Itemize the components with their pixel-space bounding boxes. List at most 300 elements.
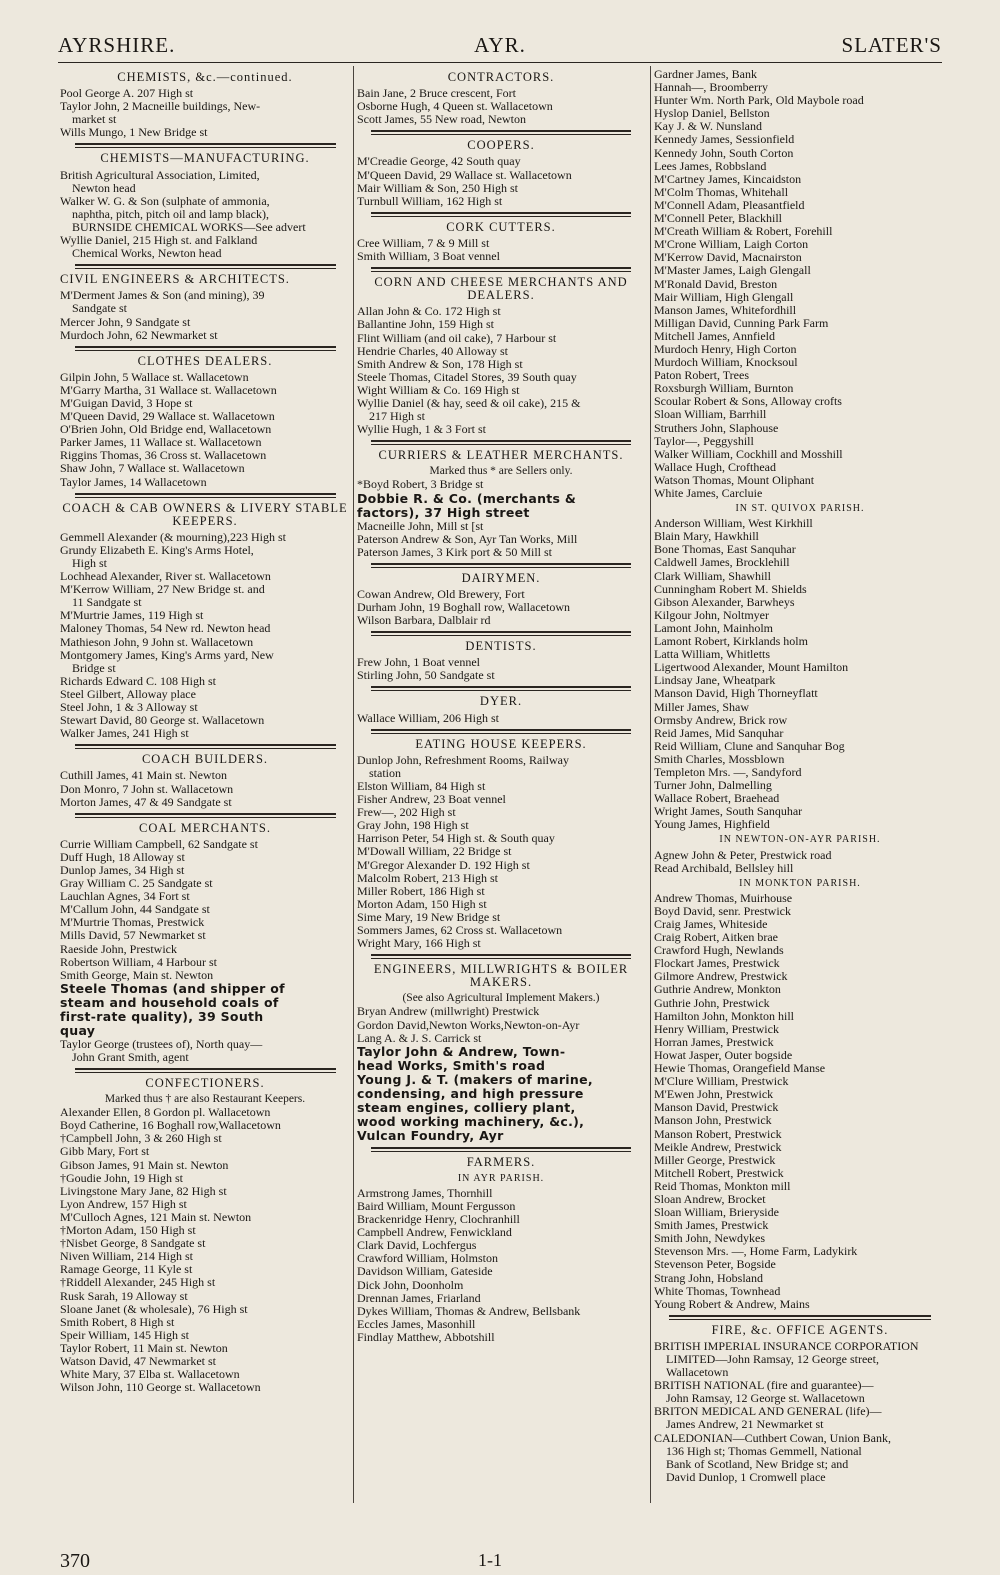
directory-entry: †Goudie John, 19 High st: [60, 1170, 183, 1185]
directory-entry: M'Ewen John, Prestwick: [654, 1087, 774, 1102]
directory-entry: Craig James, Whiteside: [654, 917, 768, 931]
directory-entry: Lyon Andrew, 157 High st: [60, 1196, 187, 1211]
directory-entry: M'Kerrow William, 27 New Bridge st. and: [60, 582, 265, 597]
directory-entry: Kilgour John, Noltmyer: [654, 607, 769, 622]
directory-entry: Guthrie Andrew, Monkton: [654, 982, 781, 997]
directory-entry: 136 High st; Thomas Gemmell, National: [666, 1443, 862, 1458]
section-heading: CURRIERS & LEATHER MERCHANTS.: [378, 448, 624, 463]
section-rule: [371, 686, 630, 691]
directory-entry: Anderson William, West Kirkhill: [654, 516, 813, 531]
signature-mark: 1-1: [478, 1550, 502, 1570]
section-heading: DENTISTS.: [465, 639, 537, 654]
directory-entry: Templeton Mrs. —, Sandyford: [654, 764, 802, 779]
directory-entry: Stevenson Mrs. —, Home Farm, Ladykirk: [654, 1244, 858, 1259]
directory-entry: Wyllie Daniel, 215 High st. and Falkland: [60, 233, 258, 248]
directory-entry: Walker William, Cockhill and Mosshill: [654, 446, 843, 461]
advertised-entry: quay: [60, 1022, 96, 1038]
section-heading: CORK CUTTERS.: [446, 219, 556, 234]
directory-entry: Dick John, Doonholm: [357, 1277, 464, 1292]
directory-entry: Reid William, Clune and Sanquhar Bog: [654, 738, 845, 753]
directory-entry: Young Robert & Andrew, Mains: [654, 1296, 810, 1311]
directory-entry: †Morton Adam, 150 High st: [60, 1223, 196, 1238]
directory-entry: Allan John & Co. 172 High st: [357, 304, 501, 319]
directory-entry: Turner John, Dalmelling: [654, 778, 772, 793]
directory-entry: Wills Mungo, 1 New Bridge st: [60, 125, 208, 140]
section-heading: ENGINEERS, MILLWRIGHTS & BOILER MAKERS.: [373, 962, 629, 990]
directory-entry: market st: [72, 112, 117, 127]
directory-entry: Findlay Matthew, Abbotshill: [357, 1329, 495, 1344]
directory-entry: Wallacetown: [666, 1365, 729, 1380]
section-heading: CONFECTIONERS.: [145, 1076, 265, 1090]
directory-entry: Clark David, Lochfergus: [357, 1238, 477, 1253]
directory-section: [357, 631, 645, 682]
directory-entry: Henry William, Prestwick: [654, 1021, 779, 1036]
parish-subheading: IN AYR PARISH.: [457, 1172, 545, 1184]
section-heading: CHEMISTS—MANUFACTURING.: [100, 151, 310, 166]
section-heading: CLOTHES DEALERS.: [137, 353, 273, 368]
directory-entry: Read Archibald, Bellsley hill: [654, 860, 794, 875]
directory-entry: Currie William Campbell, 62 Sandgate st: [60, 836, 258, 851]
directory-entry: Gray William C. 25 Sandgate st: [60, 876, 213, 891]
directory-entry: Taylor—, Peggyshill: [654, 433, 754, 448]
directory-entry: James Andrew, 21 Newmarket st: [666, 1417, 824, 1432]
page-number: 370: [60, 1550, 90, 1572]
header-rule: [58, 62, 942, 63]
directory-entry: Howat Jasper, Outer bogside: [654, 1047, 793, 1062]
directory-entry: Ballantine John, 159 High st: [357, 317, 494, 332]
directory-entry: M'Murtrie Thomas, Prestwick: [60, 915, 205, 930]
advertised-entry: Taylor John & Andrew, Town-: [357, 1043, 566, 1059]
directory-entry: Lochhead Alexander, River st. Wallacetown: [60, 569, 271, 584]
parish-subheading: IN MONKTON PARISH.: [739, 877, 861, 889]
directory-entry: Reid Thomas, Monkton mill: [654, 1178, 791, 1193]
directory-entry: Mitchell Robert, Prestwick: [654, 1165, 784, 1180]
directory-entry: Watson Thomas, Mount Oliphant: [654, 472, 815, 487]
directory-entry: Struthers John, Slaphouse: [654, 420, 779, 435]
directory-entry: Wyllie Hugh, 1 & 3 Fort st: [357, 422, 486, 437]
section-note: (See also Agricultural Implement Makers.): [402, 992, 600, 1005]
directory-section: [357, 440, 645, 559]
section-rule: [371, 267, 630, 272]
directory-entry: M'Connell Peter, Blackhill: [654, 211, 782, 226]
directory-entry: Steele Thomas, Citadel Stores, 39 South quay: [357, 369, 577, 384]
section-heading: CONTRACTORS.: [447, 70, 555, 84]
directory-entry: Armstrong James, Thornhill: [357, 1185, 493, 1200]
section-rule: [371, 440, 630, 445]
directory-entry: M'Master James, Laigh Glengall: [654, 263, 811, 278]
directory-entry: *Boyd Robert, 3 Bridge st: [357, 477, 484, 492]
directory-section: [357, 563, 645, 627]
directory-entry: Cree William, 7 & 9 Mill st: [357, 235, 490, 250]
directory-entry: Smith George, Main st. Newton: [60, 967, 214, 982]
directory-entry: 11 Sandgate st: [72, 595, 142, 610]
directory-entry: Hamilton John, Monkton hill: [654, 1008, 795, 1023]
directory-entry: Blain Mary, Hawkhill: [654, 529, 759, 544]
directory-entry: Hunter Wm. North Park, Old Maybole road: [654, 93, 864, 108]
section-rule: [371, 130, 630, 135]
directory-entry: John Ramsay, 12 George st. Wallacetown: [666, 1391, 865, 1406]
section-rule: [75, 813, 336, 818]
directory-entry: Manson David, High Thorneyflatt: [654, 686, 818, 701]
parish-subheading: IN NEWTON-ON-AYR PARISH.: [719, 834, 881, 846]
section-heading: COACH & CAB OWNERS & LIVERY STABLE KEEPERS.: [62, 500, 348, 528]
directory-entry: Kay J. & W. Nunsland: [654, 119, 762, 134]
directory-entry: CALEDONIAN—Cuthbert Cowan, Union Bank,: [654, 1430, 891, 1445]
directory-entry: LIMITED—John Ramsay, 12 George street,: [666, 1352, 879, 1366]
directory-entry: M'Kerrow David, Macnairston: [654, 250, 802, 265]
directory-entry: Drennan James, Friarland: [357, 1290, 481, 1305]
section-heading: COAL MERCHANTS.: [139, 820, 271, 835]
directory-entry: Harrison Peter, 54 High st. & South quay: [357, 831, 555, 846]
directory-entry: Wilson John, 110 George st. Wallacetown: [60, 1380, 261, 1395]
section-rule: [669, 1315, 932, 1320]
directory-entry: Strang John, Hobsland: [654, 1270, 763, 1285]
section-heading: CIVIL ENGINEERS & ARCHITECTS.: [60, 272, 290, 287]
directory-entry: Bank of Scotland, New Bridge st; and: [666, 1456, 849, 1471]
directory-entry: Stevenson Peter, Bogside: [654, 1257, 776, 1272]
directory-entry: BRITISH IMPERIAL INSURANCE CORPORATION: [654, 1338, 919, 1353]
directory-entry: Crawford William, Holmston: [357, 1251, 498, 1266]
directory-entry: †Campbell John, 3 & 260 High st: [60, 1131, 222, 1146]
directory-entry: Sommers James, 62 Cross st. Wallacetown: [357, 922, 563, 937]
directory-entry: Murdoch John, 62 Newmarket st: [60, 327, 218, 342]
directory-entry: Chemical Works, Newton head: [72, 246, 222, 261]
directory-entry: Mercer John, 9 Sandgate st: [60, 314, 191, 329]
directory-entry: Osborne Hugh, 4 Queen st. Wallacetown: [357, 99, 553, 114]
directory-entry: Lamont Robert, Kirklands holm: [654, 634, 808, 649]
advertised-entry: head Works, Smith's road: [357, 1057, 546, 1073]
directory-entry: M'Garry Martha, 31 Wallace st. Wallacetown: [60, 382, 277, 397]
directory-entry: M'Murtrie James, 119 High st: [60, 608, 204, 623]
directory-entry: Montgomery James, King's Arms yard, New: [60, 647, 274, 662]
section-heading: DAIRYMEN.: [461, 570, 541, 585]
directory-entry: Manson James, Whitefordhill: [654, 302, 797, 317]
directory-entry: Paterson James, 3 Kirk port & 50 Mill st: [357, 544, 552, 559]
directory-entry: Cowan Andrew, Old Brewery, Fort: [357, 586, 525, 601]
section-rule: [75, 744, 336, 749]
directory-section: [60, 143, 350, 260]
directory-entry: BRITON MEDICAL AND GENERAL (life)—: [654, 1404, 882, 1419]
directory-section: [357, 212, 645, 263]
directory-section: [357, 686, 645, 724]
directory-entry: Lauchlan Agnes, 34 Fort st: [60, 889, 190, 904]
directory-entry: BURNSIDE CHEMICAL WORKS—See advert: [72, 219, 306, 234]
directory-entry: Gardner James, Bank: [654, 67, 757, 81]
section-rule: [371, 1147, 630, 1152]
directory-entry: M'Queen David, 29 Wallace st. Wallacetown: [60, 409, 275, 424]
directory-entry: Richards Edward C. 108 High st: [60, 673, 216, 688]
directory-entry: Manson Robert, Prestwick: [654, 1126, 782, 1141]
advertised-entry: wood working machinery, &c.),: [357, 1113, 585, 1129]
directory-entry: Taylor Robert, 11 Main st. Newton: [60, 1340, 228, 1355]
directory-entry: Brackenridge Henry, Clochranhill: [357, 1212, 520, 1227]
directory-entry: Smith William, 3 Boat vennel: [357, 249, 500, 264]
directory-entry: Cunningham Robert M. Shields: [654, 581, 807, 596]
directory-entry: Lamont John, Mainholm: [654, 620, 773, 635]
directory-entry: Bryan Andrew (millwright) Prestwick: [357, 1004, 540, 1019]
page-header: [58, 33, 942, 61]
directory-entry: Clark William, Shawhill: [654, 568, 771, 583]
directory-entry: Latta William, Whitletts: [654, 647, 771, 662]
directory-entry: Bridge st: [72, 660, 116, 675]
directory-entry: Roxsburgh William, Burnton: [654, 381, 794, 396]
section-rule: [75, 264, 336, 269]
directory-entry: Gibson James, 91 Main st. Newton: [60, 1157, 229, 1172]
directory-entry: Smith John, Newdykes: [654, 1231, 765, 1246]
directory-entry: M'Creath William & Robert, Forehill: [654, 224, 833, 239]
directory-entry: Walker W. G. & Son (sulphate of ammonia,: [60, 193, 270, 208]
directory-entry: Mair William & Son, 250 High st: [357, 180, 518, 195]
directory-entry: Murdoch Henry, High Corton: [654, 341, 797, 356]
directory-entry: M'Gregor Alexander D. 192 High st: [357, 857, 530, 872]
directory-entry: Duff Hugh, 18 Alloway st: [60, 849, 185, 864]
section-rule: [75, 493, 336, 498]
directory-entry: Taylor John, 2 Macneille buildings, New-: [60, 99, 261, 114]
directory-entry: Hyslop Daniel, Bellston: [654, 106, 770, 121]
directory-entry: White James, Carcluie: [654, 486, 763, 500]
directory-entry: Lees James, Robbsland: [654, 158, 767, 173]
directory-entry: M'Crone William, Laigh Corton: [654, 237, 809, 252]
advertised-entry: first-rate quality), 39 South: [60, 1008, 264, 1024]
directory-entry: Murdoch William, Knocksoul: [654, 355, 798, 370]
directory-section: [654, 877, 946, 1311]
directory-entry: Raeside John, Prestwick: [60, 941, 177, 956]
directory-entry: Frew—, 202 High st: [357, 805, 456, 820]
directory-entry: Elston William, 84 High st: [357, 778, 486, 793]
section-heading: CHEMISTS, &c.—continued.: [117, 70, 293, 84]
directory-section: [60, 1068, 350, 1394]
directory-entry: Sloan William, Barrhill: [654, 407, 767, 422]
directory-entry: Wallace William, 206 High st: [357, 710, 499, 725]
directory-section: [654, 833, 946, 874]
directory-entry: Bain Jane, 2 Bruce crescent, Fort: [357, 86, 516, 101]
directory-entry: Frew John, 1 Boat vennel: [357, 655, 480, 670]
directory-entry: Maloney Thomas, 54 New rd. Newton head: [60, 621, 271, 636]
directory-entry: Lindsay Jane, Wheatpark: [654, 673, 776, 688]
directory-entry: Paton Robert, Trees: [654, 368, 750, 383]
directory-entry: Gilmore Andrew, Prestwick: [654, 969, 788, 984]
directory-entry: Dunlop James, 34 High st: [60, 862, 185, 877]
directory-entry: British Agricultural Association, Limited,: [60, 167, 260, 182]
directory-entry: Boyd David, senr. Prestwick: [654, 903, 791, 918]
directory-section: [357, 1147, 645, 1344]
section-rule: [371, 563, 630, 568]
directory-entry: O'Brien John, Old Bridge end, Wallacetown: [60, 422, 272, 437]
section-rule: [371, 729, 630, 734]
directory-entry: White Mary, 37 Elba st. Wallacetown: [60, 1367, 240, 1382]
directory-entry: Alexander Ellen, 8 Gordon pl. Wallacetown: [60, 1105, 271, 1120]
directory-entry: M'Callum John, 44 Sandgate st: [60, 902, 210, 917]
section-note: Marked thus † are also Restaurant Keepers.: [104, 1093, 306, 1106]
section-heading: COOPERS.: [467, 138, 535, 153]
directory-entry: Smith Robert, 8 High st: [60, 1314, 175, 1329]
section-rule: [75, 346, 336, 351]
directory-entry: Grundy Elizabeth E. King's Arms Hotel,: [60, 542, 254, 557]
directory-entry: Horran James, Prestwick: [654, 1034, 774, 1049]
directory-entry: Sandgate st: [72, 301, 127, 316]
directory-entry: M'Culloch Agnes, 121 Main st. Newton: [60, 1209, 252, 1224]
directory-entry: Mills David, 57 Newmarket st: [60, 928, 206, 943]
directory-entry: Walker James, 241 High st: [60, 726, 189, 741]
directory-entry: M'Cartney James, Kincaidston: [654, 171, 802, 186]
directory-entry: Lang A. & J. S. Carrick st: [357, 1030, 482, 1045]
directory-entry: Gibson Alexander, Barwheys: [654, 594, 795, 609]
section-heading: DYER.: [479, 694, 523, 709]
directory-entry: Boyd Catherine, 16 Boghall row,Wallacetown: [60, 1118, 281, 1133]
directory-section: [60, 346, 350, 489]
column-divider: [650, 66, 651, 1503]
directory-entry: Smith Charles, Mossblown: [654, 751, 785, 766]
directory-entry: Parker James, 11 Wallace st. Wallacetown: [60, 435, 262, 450]
directory-entry: Smith Andrew & Son, 178 High st: [357, 356, 523, 371]
directory-entry: Scoular Robert & Sons, Alloway crofts: [654, 394, 842, 409]
directory-entry: Miller James, Shaw: [654, 699, 749, 714]
directory-entry: Sime Mary, 19 New Bridge st: [357, 909, 501, 924]
advertised-entry: Young J. & T. (makers of marine,: [357, 1071, 593, 1087]
directory-entry: Stewart David, 80 George st. Wallacetown: [60, 713, 265, 728]
column-2: [357, 68, 645, 1344]
directory-entry: Wallace Hugh, Crofthead: [654, 459, 776, 474]
directory-entry: Bone Thomas, East Sanquhar: [654, 542, 796, 557]
directory-section: [357, 954, 645, 1143]
directory-entry: Scott James, 55 New road, Newton: [357, 112, 526, 127]
header-publisher: SLATER'S: [841, 33, 942, 57]
directory-section: [60, 264, 350, 341]
section-note: Marked thus * are Sellers only.: [429, 465, 573, 478]
directory-entry: Rusk Sarah, 19 Alloway st: [60, 1288, 188, 1303]
directory-entry: M'Queen David, 29 Wallace st. Wallacetown: [357, 167, 572, 182]
directory-section: [654, 502, 946, 831]
header-town: AYR.: [474, 33, 526, 57]
directory-entry: Gray John, 198 High st: [357, 818, 469, 833]
directory-entry: Dykes William, Thomas & Andrew, Bellsbank: [357, 1303, 581, 1318]
directory-section: [357, 130, 645, 207]
directory-entry: naphtha, pitch, pitch oil and lamp black),: [72, 206, 269, 221]
directory-entry: Milligan David, Cunning Park Farm: [654, 315, 829, 330]
directory-entry: John Grant Smith, agent: [72, 1049, 189, 1064]
directory-entry: Flint William (and oil cake), 7 Harbour st: [357, 330, 557, 345]
directory-entry: Shaw John, 7 Wallace st. Wallacetown: [60, 461, 245, 476]
directory-section: [654, 1315, 946, 1484]
directory-entry: Dunlop John, Refreshment Rooms, Railway: [357, 752, 569, 767]
section-heading: FIRE, &c. OFFICE AGENTS.: [711, 1322, 889, 1337]
directory-entry: Wright Mary, 166 High st: [357, 936, 481, 951]
directory-entry: Hendrie Charles, 40 Alloway st: [357, 343, 508, 358]
directory-entry: Andrew Thomas, Muirhouse: [654, 890, 793, 905]
advertised-entry: Dobbie R. & Co. (merchants &: [357, 490, 577, 506]
header-county: AYRSHIRE.: [58, 33, 176, 57]
directory-entry: Malcolm Robert, 213 High st: [357, 870, 498, 885]
directory-entry: Agnew John & Peter, Prestwick road: [654, 847, 832, 862]
directory-entry: Mair William, High Glengall: [654, 289, 794, 304]
directory-entry: M'Clure William, Prestwick: [654, 1074, 789, 1089]
directory-entry: High st: [72, 556, 108, 570]
directory-entry: Miller George, Prestwick: [654, 1152, 776, 1167]
directory-entry: David Dunlop, 1 Cromwell place: [666, 1469, 826, 1484]
directory-entry: Crawford Hugh, Newlands: [654, 943, 784, 958]
advertised-entry: steam and household coals of: [60, 994, 279, 1010]
parish-subheading: IN ST. QUIVOX PARISH.: [735, 503, 865, 515]
directory-entry: Paterson Andrew & Son, Ayr Tan Works, Mill: [357, 531, 578, 546]
directory-entry: Kennedy James, Sessionfield: [654, 132, 795, 147]
directory-entry: Mathieson John, 9 John st. Wallacetown: [60, 634, 254, 649]
directory-entry: Craig Robert, Aitken brae: [654, 930, 778, 945]
column-3: [654, 68, 946, 1484]
directory-entry: Young James, Highfield: [654, 817, 770, 832]
directory-section: [357, 71, 645, 126]
directory-entry: Robertson William, 4 Harbour st: [60, 954, 217, 969]
directory-entry: Ramage George, 11 Kyle st: [60, 1262, 193, 1277]
directory-entry: Wright James, South Sanquhar: [654, 804, 803, 819]
directory-entry: Sloan William, Brieryside: [654, 1205, 779, 1220]
directory-entry: Livingstone Mary Jane, 82 High st: [60, 1183, 227, 1198]
section-rule: [371, 954, 630, 959]
directory-entry: Watson David, 47 Newmarket st: [60, 1353, 216, 1368]
directory-entry: †Riddell Alexander, 245 High st: [60, 1275, 216, 1290]
directory-entry: Taylor George (trustees of), North quay—: [60, 1036, 263, 1051]
directory-entry: M'Creadie George, 42 South quay: [357, 154, 521, 169]
directory-entry: Hannah—, Broomberry: [654, 80, 768, 95]
directory-entry: Wyllie Daniel (& hay, seed & oil cake), 215 &: [357, 395, 581, 410]
directory-entry: Reid James, Mid Sanquhar: [654, 725, 784, 740]
directory-entry: Wallace Robert, Braehead: [654, 791, 780, 806]
directory-entry: Stirling John, 50 Sandgate st: [357, 668, 495, 683]
advertised-entry: condensing, and high pressure: [357, 1085, 584, 1101]
directory-entry: 217 High st: [369, 409, 426, 424]
directory-entry: Newton head: [72, 180, 136, 195]
directory-entry: Gordon David,Newton Works,Newton-on-Ayr: [357, 1017, 580, 1032]
directory-entry: Campbell Andrew, Fenwickland: [357, 1225, 512, 1240]
directory-entry: BRITISH NATIONAL (fire and guarantee)—: [654, 1378, 874, 1393]
directory-entry: M'Guigan David, 3 Hope st: [60, 395, 193, 410]
directory-entry: Don Monro, 7 John st. Wallacetown: [60, 781, 234, 796]
column-divider: [353, 66, 354, 1503]
section-rule: [75, 1068, 336, 1073]
directory-entry: Kennedy John, South Corton: [654, 145, 794, 160]
directory-section: [357, 729, 645, 951]
directory-entry: Wilson Barbara, Dalblair rd: [357, 613, 491, 628]
directory-entry: Mitchell James, Annfield: [654, 328, 775, 343]
directory-entry: Pool George A. 207 High st: [60, 86, 194, 101]
advertised-entry: factors), 37 High street: [357, 504, 530, 520]
directory-entry: M'Connell Adam, Pleasantfield: [654, 197, 805, 212]
directory-entry: Manson David, Prestwick: [654, 1100, 779, 1115]
directory-entry: Sloane Janet (& wholesale), 76 High st: [60, 1301, 248, 1316]
section-rule: [371, 212, 630, 217]
directory-entry: Sloan Andrew, Brocket: [654, 1191, 766, 1206]
directory-section: [654, 68, 946, 500]
directory-section: [60, 744, 350, 808]
section-rule: [75, 143, 336, 148]
directory-entry: Ligertwood Alexander, Mount Hamilton: [654, 660, 849, 675]
directory-entry: Smith James, Prestwick: [654, 1218, 769, 1233]
directory-entry: Guthrie John, Prestwick: [654, 995, 770, 1010]
directory-entry: Cuthill James, 41 Main st. Newton: [60, 768, 227, 783]
directory-section: [60, 71, 350, 139]
directory-entry: Speir William, 145 High st: [60, 1327, 189, 1342]
section-rule: [371, 631, 630, 636]
directory-entry: Hewie Thomas, Orangefield Manse: [654, 1061, 826, 1076]
directory-entry: White Thomas, Townhead: [654, 1283, 781, 1298]
directory-entry: Baird William, Mount Fergusson: [357, 1199, 516, 1213]
directory-entry: M'Ronald David, Breston: [654, 276, 778, 291]
section-heading: CORN AND CHEESE MERCHANTS AND DEALERS.: [374, 275, 628, 303]
directory-entry: †Nisbet George, 8 Sandgate st: [60, 1236, 206, 1251]
directory-entry: Riggins Thomas, 36 Cross st. Wallacetown: [60, 448, 267, 463]
directory-entry: Niven William, 214 High st: [60, 1249, 193, 1264]
directory-entry: Ormsby Andrew, Brick row: [654, 712, 788, 727]
directory-entry: Taylor James, 14 Wallacetown: [60, 474, 207, 489]
